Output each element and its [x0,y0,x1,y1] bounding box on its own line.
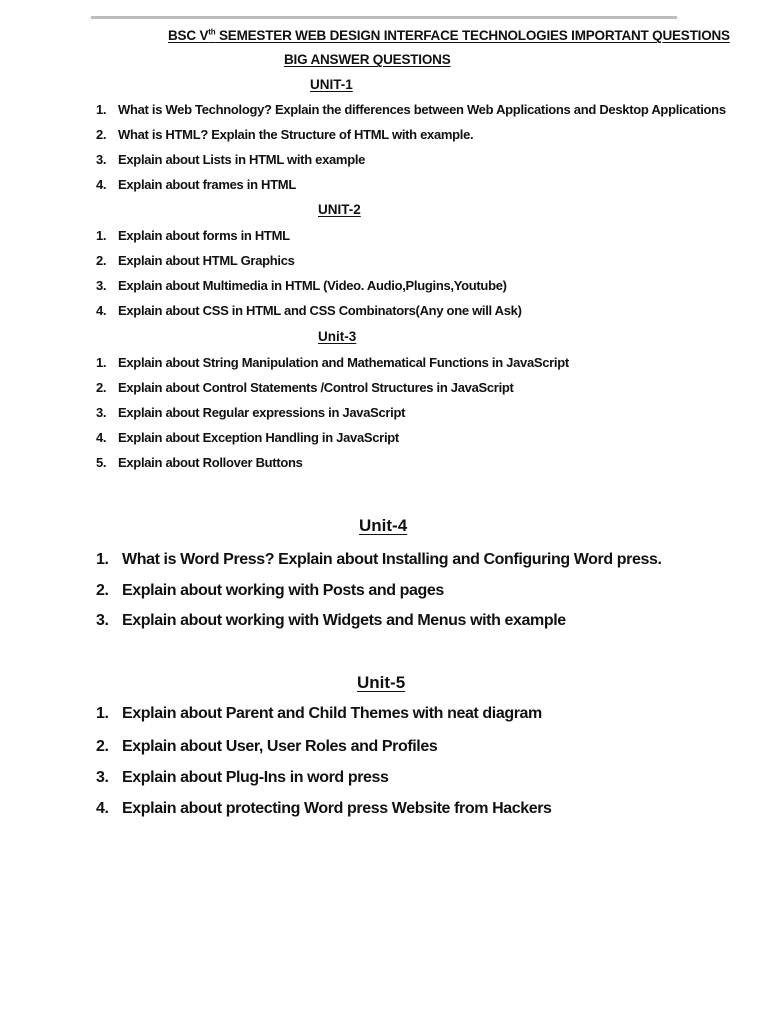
page-subtitle: BIG ANSWER QUESTIONS [284,52,451,67]
list-item: 2. Explain about User, User Roles and Profiles [96,738,438,755]
title-prefix: BSC V [168,28,209,43]
unit-5-heading: Unit-5 [357,673,406,692]
list-item: 3. Explain about Plug-Ins in word press [96,769,389,786]
list-item: 4. Explain about CSS in HTML and CSS Combinators(Any one will Ask) [96,303,522,318]
list-item: 2. Explain about HTML Graphics [96,253,295,268]
list-item: 1. What is Word Press? Explain about Installing and Configuring Word press. [96,551,662,568]
unit-4-heading: Unit-4 [359,516,408,535]
list-item: 2. What is HTML? Explain the Structure of HTML with example. [96,127,474,142]
list-item: 1. Explain about Parent and Child Themes with neat diagram [96,705,542,722]
list-item: 5. Explain about Rollover Buttons [96,455,303,470]
list-item: 3. Explain about Regular expressions in JavaScript [96,405,406,420]
unit-1-heading: UNIT-1 [310,77,353,92]
list-item: 4. Explain about frames in HTML [96,177,296,192]
unit-2-heading: UNIT-2 [318,202,361,217]
title-suffix: SEMESTER WEB DESIGN INTERFACE TECHNOLOGIES IMPORTANT QUESTIONS [215,28,730,43]
list-item: 1. Explain about forms in HTML [96,228,290,243]
list-item: 1. What is Web Technology? Explain the differences between Web Applications and Desktop Applications [96,102,726,117]
list-item: 4. Explain about protecting Word press Website from Hackers [96,800,552,817]
list-item: 4. Explain about Exception Handling in JavaScript [96,430,399,445]
list-item: 3. Explain about working with Widgets and Menus with example [96,612,566,629]
unit-3-heading: Unit-3 [318,329,357,344]
list-item: 3. Explain about Lists in HTML with example [96,152,366,167]
top-rule [91,16,677,19]
list-item: 2. Explain about Control Statements /Control Structures in JavaScript [96,380,514,395]
list-item: 3. Explain about Multimedia in HTML (Video. Audio,Plugins,Youtube) [96,278,507,293]
list-item: 2. Explain about working with Posts and pages [96,582,444,599]
list-item: 1. Explain about String Manipulation and Mathematical Functions in JavaScript [96,355,569,370]
page-title [168,28,730,43]
title-superscript: th [208,27,216,37]
